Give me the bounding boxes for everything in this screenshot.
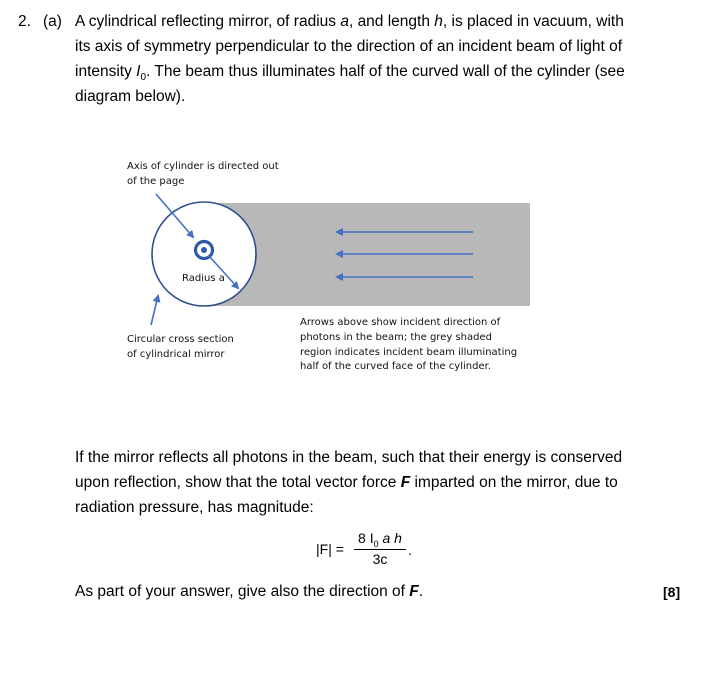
body-line-1: If the mirror reflects all photons in the beam, such that their energy is conserved	[75, 449, 623, 466]
closing-period: .	[418, 583, 424, 600]
caption-line-2: photons in the beam; the grey shaded	[300, 332, 492, 343]
numerator-text: 8 I	[358, 530, 374, 546]
question-part: (a)	[43, 13, 62, 30]
caption-line-3: region indicates incident beam illuminating	[300, 347, 518, 358]
caption-line-1: Arrows above show incident direction of	[300, 317, 501, 328]
fraction-bar	[354, 549, 406, 550]
closing-force-symbol: F	[409, 583, 419, 600]
axis-label-line-1: Axis of cylinder is directed out	[127, 161, 279, 172]
axis-label-line-2: of the page	[127, 176, 185, 187]
body-text-2b: imparted on the mirror, due to	[410, 474, 618, 491]
intro-line-4: diagram below).	[75, 88, 186, 105]
force-symbol: F	[400, 474, 411, 491]
intro-text-1c: , is placed in vacuum, with	[442, 13, 624, 30]
axis-dot-icon	[201, 247, 207, 253]
intro-text-3b: . The beam thus illuminates half of the curved wall of the cylinder (see	[146, 63, 625, 80]
cross-section-pointer-arrow	[151, 296, 158, 325]
formula-denominator: 3c	[372, 551, 388, 567]
intro-text-1: A cylindrical reflecting mirror, of radius	[75, 13, 341, 30]
intensity-subscript: 0	[140, 72, 147, 84]
cross-section-label-line-1: Circular cross section	[127, 334, 234, 345]
intro-text-3: intensity	[75, 63, 137, 80]
body-line-3: radiation pressure, has magnitude:	[75, 499, 314, 516]
marks-badge: [8]	[663, 584, 681, 600]
formula-period: .	[408, 542, 412, 558]
caption-line-4: half of the curved face of the cylinder.	[300, 361, 491, 372]
radius-label: Radius a	[182, 273, 225, 284]
intro-text-1b: , and length	[348, 13, 435, 30]
body-text-2: upon reflection, show that the total vector force	[75, 474, 401, 491]
var-h: h	[434, 13, 443, 30]
cross-section-label-line-2: of cylindrical mirror	[127, 349, 225, 360]
formula-numerator	[354, 530, 406, 549]
formula-lhs: |F| =	[316, 541, 344, 557]
intensity-symbol: I	[136, 63, 141, 80]
numerator-subscript: 0	[373, 538, 379, 549]
closing-line	[75, 582, 423, 602]
body-line-2	[75, 473, 618, 493]
closing-text: As part of your answer, give also the direction of	[75, 583, 410, 600]
var-a: a	[340, 13, 349, 30]
numerator-vars: a h	[378, 530, 402, 546]
intro-line-2: its axis of symmetry perpendicular to the direction of an incident beam of light of	[75, 38, 623, 55]
question-number: 2.	[18, 13, 31, 30]
